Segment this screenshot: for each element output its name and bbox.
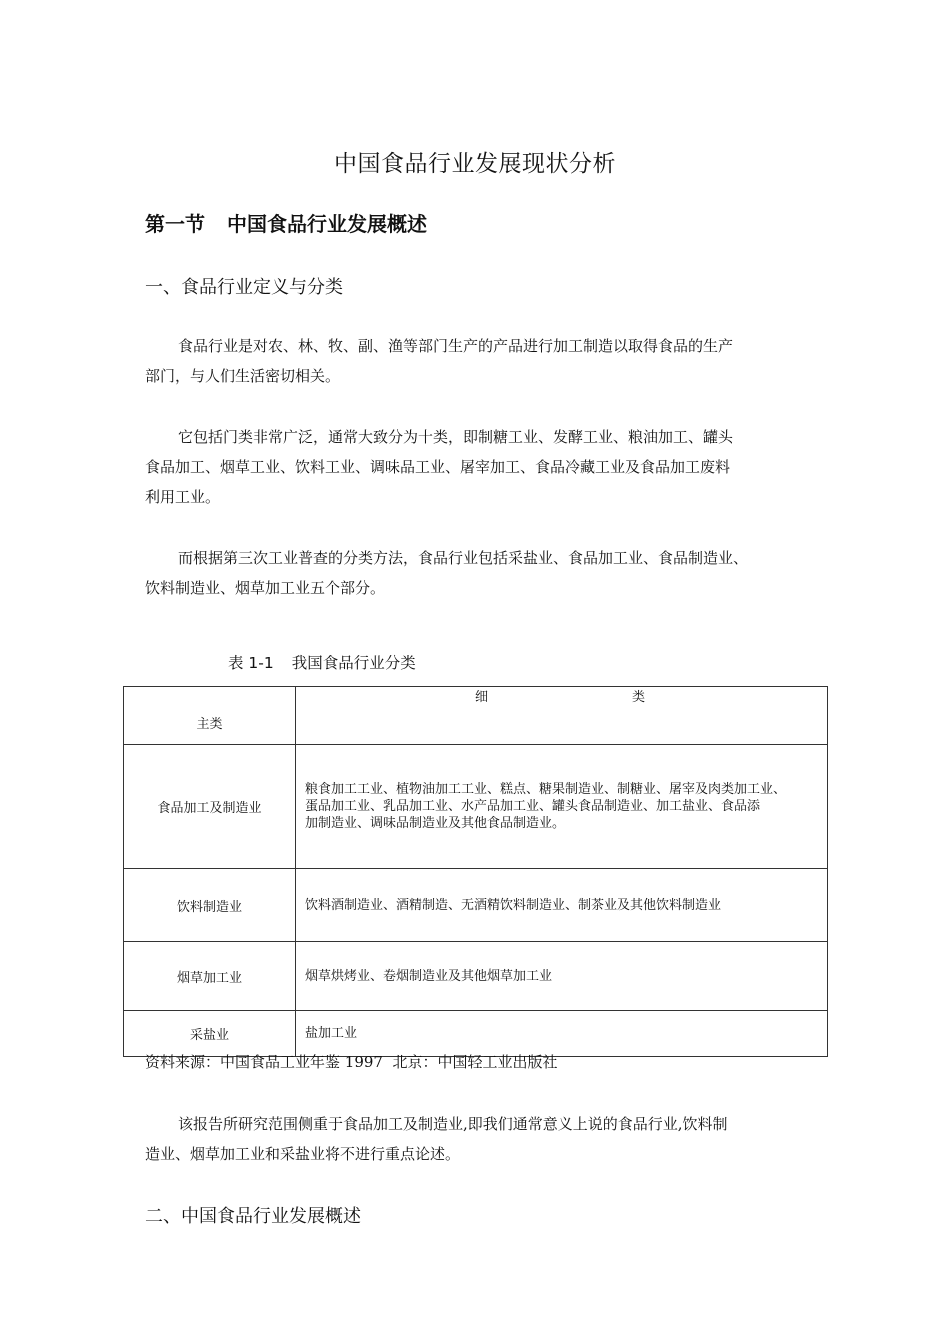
paragraph-line: 食品加工、烟草工业、饮料工业、调味品工业、屠宰加工、食品冷藏工业及食品加工废料 — [145, 458, 731, 476]
row-detail — [296, 745, 828, 869]
table-row — [124, 745, 828, 869]
table-row — [124, 869, 828, 942]
paragraph-census — [145, 543, 820, 603]
header-main-category: 主类 — [124, 687, 296, 745]
section-title-text: 中国食品行业发展概述 — [227, 212, 427, 236]
section-heading — [145, 208, 427, 237]
paragraph-categories — [145, 422, 820, 512]
detail-line: 加制造业、调味品制造业及其他食品制造业。 — [305, 816, 566, 831]
paragraph-line: 部门，与人们生活密切相关。 — [145, 367, 341, 385]
table-row — [124, 1011, 828, 1057]
document-title: 中国食品行业发展现状分析 — [334, 151, 616, 177]
row-main-category: 饮料制造业 — [124, 869, 296, 942]
detail-line: 粮食加工工业、植物油加工工业、糕点、糖果制造业、制糖业、屠宰及肉类加工业、 — [305, 782, 787, 797]
header-detail-category — [296, 687, 828, 745]
paragraph-line: 饮料制造业、烟草加工业五个部分。 — [145, 579, 386, 597]
table-header-row — [124, 687, 828, 745]
subsection-heading-1: 一、食品行业定义与分类 — [145, 277, 343, 298]
paragraph-definition — [145, 331, 820, 391]
row-detail: 盐加工业 — [296, 1011, 828, 1057]
paragraph-line: 而根据第三次工业普查的分类方法，食品行业包括采盐业、食品加工业、食品制造业、 — [178, 549, 749, 567]
header-detail-char: 细 — [475, 690, 489, 705]
section-number: 第一节 — [145, 212, 205, 236]
paragraph-scope — [145, 1109, 820, 1169]
detail-line: 蛋品加工业、乳品加工业、水产品加工业、罐头食品制造业、加工盐业、食品添 — [305, 799, 761, 814]
paragraph-line: 利用工业。 — [145, 488, 221, 506]
row-detail: 饮料酒制造业、酒精制造、无酒精饮料制造业、制茶业及其他饮料制造业 — [296, 869, 828, 942]
table-source-note: 资料来源：中国食品工业年鉴 1997 北京：中国轻工业出版社 — [145, 1053, 558, 1071]
paragraph-line: 该报告所研究范围侧重于食品加工及制造业,即我们通常意义上说的食品行业,饮料制 — [178, 1115, 728, 1133]
row-detail: 烟草烘烤业、卷烟制造业及其他烟草加工业 — [296, 942, 828, 1011]
subsection-heading-2: 二、中国食品行业发展概述 — [145, 1206, 361, 1227]
row-main-category: 采盐业 — [124, 1011, 296, 1057]
row-main-category: 烟草加工业 — [124, 942, 296, 1011]
table-caption-number: 表 1-1 — [228, 654, 274, 672]
table-caption — [228, 651, 416, 673]
classification-table — [123, 686, 828, 1057]
paragraph-line: 它包括门类非常广泛，通常大致分为十类，即制糖工业、发酵工业、粮油加工、罐头 — [178, 428, 734, 446]
row-main-category: 食品加工及制造业 — [124, 745, 296, 869]
paragraph-line: 造业、烟草加工业和采盐业将不进行重点论述。 — [145, 1145, 461, 1163]
header-detail-char: 类 — [632, 690, 646, 705]
paragraph-line: 食品行业是对农、林、牧、副、渔等部门生产的产品进行加工制造以取得食品的生产 — [178, 337, 734, 355]
table-caption-title: 我国食品行业分类 — [291, 654, 416, 672]
table-row — [124, 942, 828, 1011]
